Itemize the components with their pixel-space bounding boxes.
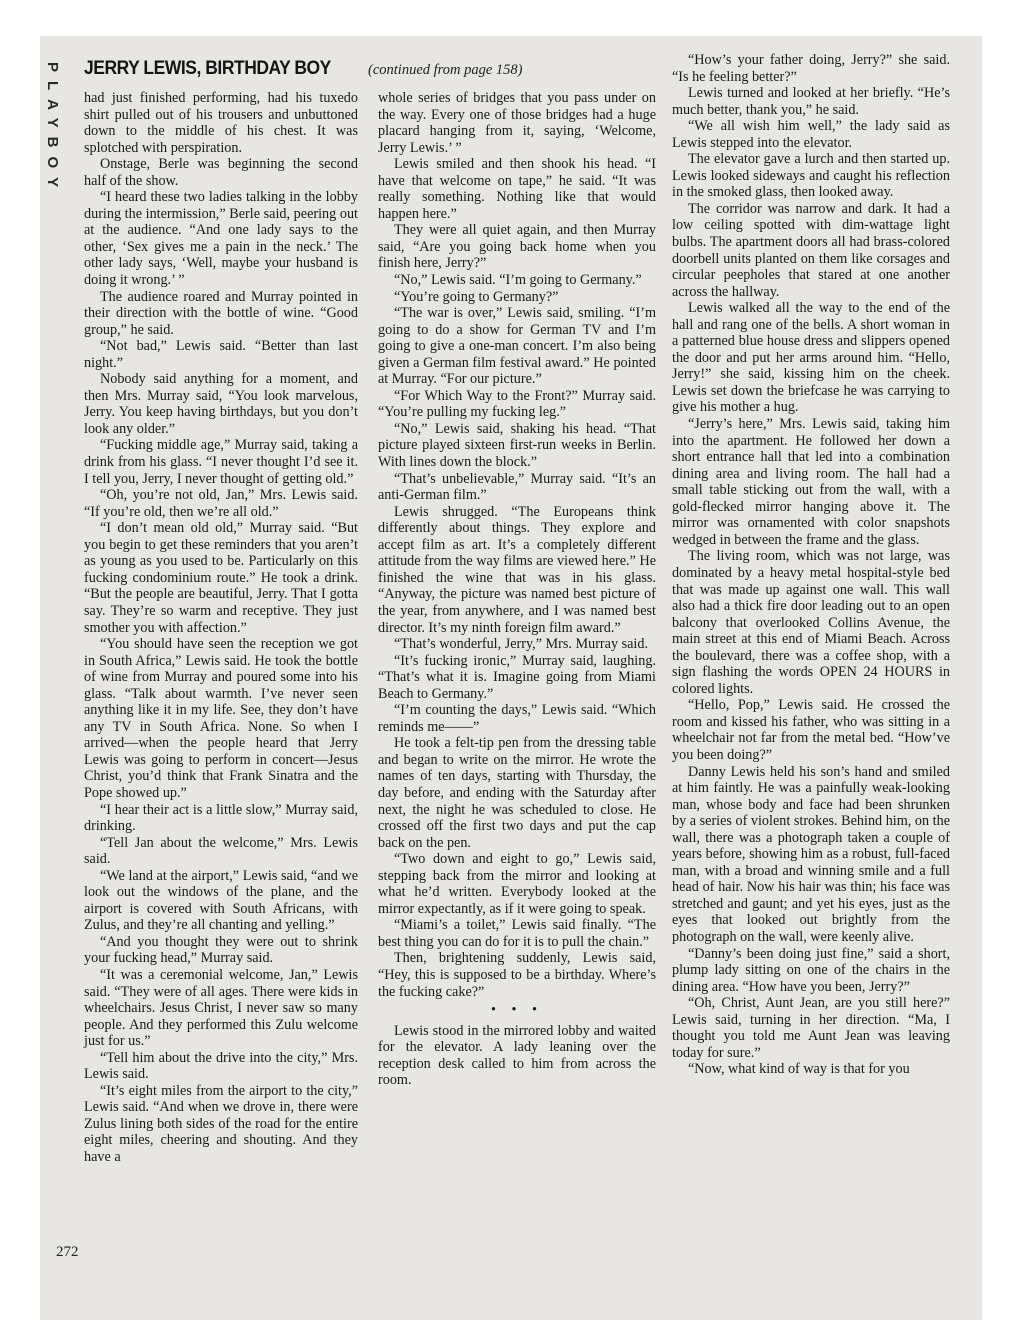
paragraph: Onstage, Berle was beginning the second half of the show. <box>84 156 358 189</box>
paragraph: had just finished performing, had his tuxedo shirt pulled out of his trousers and unbuttoned down to the middle of his chest. It was splotched with perspiration. <box>84 90 358 156</box>
text-column-1 <box>84 90 358 1166</box>
paragraph: They were all quiet again, and then Murray said, “Are you going back home when you finish here, Jerry?” <box>378 222 656 272</box>
paragraph: “For Which Way to the Front?” Murray said. “You’re pulling my fucking leg.” <box>378 387 656 421</box>
continued-note: (continued from page 158) <box>368 62 523 78</box>
paragraph: “Two down and eight to go,” Lewis said, stepping back from the mirror and looking at what he’d written. Everybody looked at the mirror expectantly, as if it were going to speak. <box>378 851 656 917</box>
paragraph: “No,” Lewis said. “I’m going to Germany.” <box>394 272 642 289</box>
paragraph: “No,” Lewis said, shaking his head. “That picture played sixteen first-run weeks in Berlin. With lines down the block.” <box>378 420 656 471</box>
paragraph: “How’s your father doing, Jerry?” she said. “Is he feeling better?” <box>672 52 950 85</box>
paragraph: “You’re going to Germany?” <box>394 288 559 305</box>
paragraph: “You should have seen the reception we got in South Africa,” Lewis said. He took the bottle of wine from Murray and poured some into his glass. “Talk about warmth. I’ve never seen anything like it in my life. See, they don’t have any TV in South Africa. None. So when I arrived—when the people heard that Jerry Lewis was going to perform in concert—Jesus Christ, you’d think that Frank Sinatra and the Pope showed up.” <box>84 636 358 801</box>
text-column-3 <box>672 52 950 1078</box>
paragraph: Lewis turned and looked at her briefly. “He’s much better, thank you,” he said. <box>672 85 950 118</box>
page-number: 272 <box>56 1244 79 1260</box>
paragraph: whole series of bridges that you pass under on the way. Every one of those bridges had a huge placard hanging from it, saying, ‘Welcome, Jerry Lewis.’ ” <box>378 90 656 156</box>
paragraph: Lewis walked all the way to the end of the hall and rang one of the bells. A short woman in a patterned blue house dress and slippers opened the door and put her arms around him. “Hello, Jerry!” she said, kissing him on the cheek. Lewis set down the briefcase he was carrying to give his mother a hug. <box>672 300 950 416</box>
paragraph: “Now, what kind of way is that for you <box>688 1061 910 1078</box>
paragraph: He took a felt-tip pen from the dressing table and began to write on the mirror. He wrote the names of ten days, starting with Thursday, the day before, and ending with the Saturday after next, the night he was scheduled to close. He crossed off the first two days and put the cap back on the pen. <box>378 735 656 851</box>
paragraph: Lewis smiled and then shook his head. “I have that welcome on tape,” he said. “It was really something. Nothing like that would happen here.” <box>378 156 656 222</box>
paragraph: “I heard these two ladies talking in the lobby during the intermission,” Berle said, peering out at the audience. “And one lady says to the other, ‘Sex gives me a pain in the neck.’ The other lady says, ‘Well, maybe your husband is doing it wrong.’ ” <box>84 189 358 289</box>
paragraph: “Danny’s been doing just fine,” said a short, plump lady sitting on one of the chairs in the dining area. “How have you been, Jerry?” <box>672 945 950 995</box>
paragraph: “We all wish him well,” the lady said as Lewis stepped into the elevator. <box>672 118 950 151</box>
paragraph: “The war is over,” Lewis said, smiling. “I’m going to do a show for German TV and I’m going to give a one-man concert. I’m also being given a German film festival award.” He pointed at Murray. “For our picture.” <box>378 305 656 388</box>
paragraph: Danny Lewis held his son’s hand and smiled at him faintly. He was a painfully weak-looking man, whose body and face had been shrunken by a series of violent strokes. Behind him, on the wall, there was a photograph taken a couple of years before, showing him as a robust, full-faced man, with a broad and winning smile and a full head of hair. Now his hair was thin; his face was stretched and gaunt; and yet his eyes, just as the eyes that looked out brightly from the photograph on the wall, were keenly alive. <box>672 763 950 945</box>
paragraph: “We land at the airport,” Lewis said, “and we look out the windows of the plane, and the airport is covered with South Africans, with Zulus, and they’re all chanting and yelling.” <box>84 867 358 934</box>
magazine-name: PLAYBOY <box>44 62 61 197</box>
paragraph: “Oh, you’re not old, Jan,” Mrs. Lewis said. “If you’re old, then we’re all old.” <box>84 487 358 520</box>
paragraph: The audience roared and Murray pointed in their direction with the bottle of wine. “Good group,” he said. <box>84 288 358 338</box>
paragraph: Lewis stood in the mirrored lobby and waited for the elevator. A lady leaning over the reception desk called to him from across the room. <box>378 1022 656 1089</box>
paragraph: “I’m counting the days,” Lewis said. “Which reminds me——” <box>378 702 656 735</box>
paragraph: The corridor was narrow and dark. It had a low ceiling spotted with dim-wattage light bulbs. The apartment doors all had brass-colored doorbell units planted on them like corsages and circular peepholes that stared at one another across the hallway. <box>672 200 950 300</box>
paragraph: “And you thought they were out to shrink your fucking head,” Murray said. <box>84 933 358 967</box>
paragraph: The living room, which was not large, was dominated by a heavy metal hospital-style bed that was made up against one wall. This wall also had a thick fire door leading out to an open balcony that overlooked Collins Avenue, the main street at this end of Miami Beach. Across the boulevard, there was a coffee shop, with a sign flashing the words OPEN 24 HOURS in colored lights. <box>672 548 950 697</box>
paragraph: “Tell Jan about the welcome,” Mrs. Lewis said. <box>84 834 358 868</box>
paragraph: “I don’t mean old old,” Murray said. “But you begin to get these reminders that you aren’t as young as you used to be. Particularly on this fucking condominium route.” He took a drink. “But the people are beautiful, Jerry. That I gotta say. They’re so warm and receptive. They just smother you with affection.” <box>84 520 358 636</box>
paragraph: “That’s wonderful, Jerry,” Mrs. Murray said. <box>394 636 648 653</box>
paragraph: “Not bad,” Lewis said. “Better than last night.” <box>84 338 358 371</box>
paragraph: “Fucking middle age,” Murray said, taking a drink from his glass. “I never thought I’d see it. I tell you, Jerry, I never thought of getting old.” <box>84 437 358 487</box>
paragraph: “Miami’s a toilet,” Lewis said finally. “The best thing you can do for it is to pull the chain.” <box>378 917 656 950</box>
paragraph: “It was a ceremonial welcome, Jan,” Lewis said. “They were of all ages. There were kids in wheelchairs. Jesus Christ, I never saw so many people. And they performed this Zulu welcome just for us.” <box>84 966 358 1050</box>
paragraph: “Jerry’s here,” Mrs. Lewis said, taking him into the apartment. He followed her down a short entrance hall that led into a combination dining area and living room. The hall had a small table sticking out from the wall, with a gold-flecked mirror hanging above it. The mirror was ornamented with color snapshots wedged in between the frame and the glass. <box>672 416 950 548</box>
paragraph: Nobody said anything for a moment, and then Mrs. Murray said, “You look marvelous, Jerry. You keep having birthdays, but you don’t look any older.” <box>84 371 358 437</box>
paragraph: “That’s unbelievable,” Murray said. “It’s an anti-German film.” <box>378 470 656 504</box>
paragraph: “It’s eight miles from the airport to the city,” Lewis said. “And when we drove in, there were Zulus lining both sides of the road for the entire eight miles, cheering and shouting. And they have a <box>84 1082 358 1165</box>
paragraph: “Oh, Christ, Aunt Jean, are you still here?” Lewis said, turning in her direction. “Ma, I thought you told me Aunt Jean was leaving today for sure.” <box>672 995 950 1061</box>
headline: JERRY LEWIS, BIRTHDAY BOY <box>84 58 331 79</box>
paragraph: “Tell him about the drive into the city,” Mrs. Lewis said. <box>84 1049 358 1083</box>
paragraph: Then, brightening suddenly, Lewis said, “Hey, this is supposed to be a birthday. Where’s the fucking cake?” <box>378 950 656 1000</box>
section-break: • • • <box>491 1002 543 1019</box>
paragraph: “I hear their act is a little slow,” Murray said, drinking. <box>84 801 358 835</box>
paragraph: Lewis shrugged. “The Europeans think differently about things. They explore and accept film as art. It’s a completely different attitude from the way films are viewed here.” He finished the wine that was in his glass. “Anyway, the picture was named best picture of the year, from anywhere, and I was named best director. It’s my ninth foreign film award.” <box>378 503 656 636</box>
paragraph: The elevator gave a lurch and then started up. Lewis looked sideways and caught his reflection in the smoked glass, then looked away. <box>672 151 950 201</box>
text-column-2 <box>378 90 656 1089</box>
paragraph: “Hello, Pop,” Lewis said. He crossed the room and kissed his father, who was sitting in a wheelchair not far from the metal bed. “How’ve you been doing?” <box>672 697 950 763</box>
paragraph: “It’s fucking ironic,” Murray said, laughing. “That’s what it is. Imagine going from Miami Beach to Germany.” <box>378 652 656 702</box>
